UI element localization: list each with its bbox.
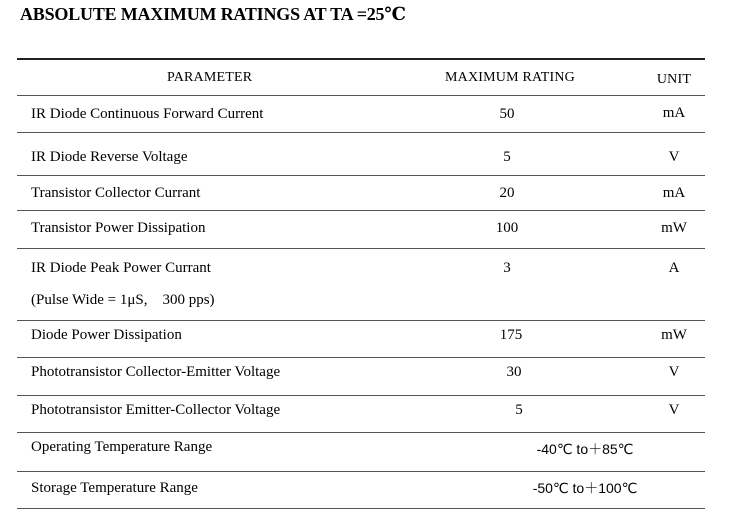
parameter-cell: Diode Power Dissipation bbox=[31, 327, 182, 343]
unit-cell: A bbox=[668, 260, 680, 276]
parameter-note-cell: (Pulse Wide = 1μS, 300 pps) bbox=[31, 292, 215, 308]
table-row bbox=[17, 358, 705, 396]
table-row bbox=[17, 211, 705, 249]
table-row bbox=[17, 472, 705, 509]
parameter-cell: Operating Temperature Range bbox=[31, 439, 213, 455]
rating-cell: 20 bbox=[499, 185, 515, 201]
range-cell: -50℃ to＋100℃ bbox=[532, 480, 638, 496]
table-row bbox=[17, 321, 705, 358]
table-row bbox=[17, 396, 705, 433]
unit-cell: mA bbox=[662, 105, 686, 121]
table-row bbox=[17, 433, 705, 472]
parameter-cell: Transistor Power Dissipation bbox=[31, 220, 206, 236]
rating-cell: 50 bbox=[499, 106, 515, 122]
rating-cell: 30 bbox=[506, 364, 522, 380]
table-row-note bbox=[17, 285, 705, 321]
rating-cell: 175 bbox=[499, 327, 523, 343]
parameter-cell: IR Diode Continuous Forward Current bbox=[31, 106, 264, 122]
table-row bbox=[17, 249, 705, 285]
rating-cell: 3 bbox=[503, 260, 511, 276]
page-title: ABSOLUTE MAXIMUM RATINGS AT TA =25℃ bbox=[20, 4, 406, 24]
parameter-cell: IR Diode Peak Power Currant bbox=[31, 260, 211, 276]
header-unit: UNIT bbox=[656, 72, 692, 87]
unit-cell: V bbox=[668, 364, 680, 380]
parameter-cell: Storage Temperature Range bbox=[31, 480, 198, 496]
table-row bbox=[17, 133, 705, 176]
rating-cell: 100 bbox=[495, 220, 519, 236]
rating-cell: 5 bbox=[515, 402, 523, 418]
range-cell: -40℃ to＋85℃ bbox=[536, 441, 634, 457]
unit-cell: mW bbox=[661, 327, 687, 343]
header-maximum-rating: MAXIMUM RATING bbox=[445, 70, 575, 85]
unit-cell: V bbox=[668, 149, 680, 165]
rating-cell: 5 bbox=[503, 149, 511, 165]
header-parameter: PARAMETER bbox=[167, 70, 253, 85]
parameter-cell: Transistor Collector Currant bbox=[31, 185, 201, 201]
table-row bbox=[17, 176, 705, 211]
parameter-cell: Phototransistor Emitter-Collector Voltage bbox=[31, 402, 281, 418]
unit-cell: mA bbox=[662, 185, 686, 201]
parameter-cell: Phototransistor Collector-Emitter Voltage bbox=[31, 364, 281, 380]
unit-cell: mW bbox=[661, 220, 687, 236]
unit-cell: V bbox=[668, 402, 680, 418]
parameter-cell: IR Diode Reverse Voltage bbox=[31, 149, 188, 165]
table-header-row bbox=[17, 58, 705, 96]
table-row bbox=[17, 96, 705, 133]
